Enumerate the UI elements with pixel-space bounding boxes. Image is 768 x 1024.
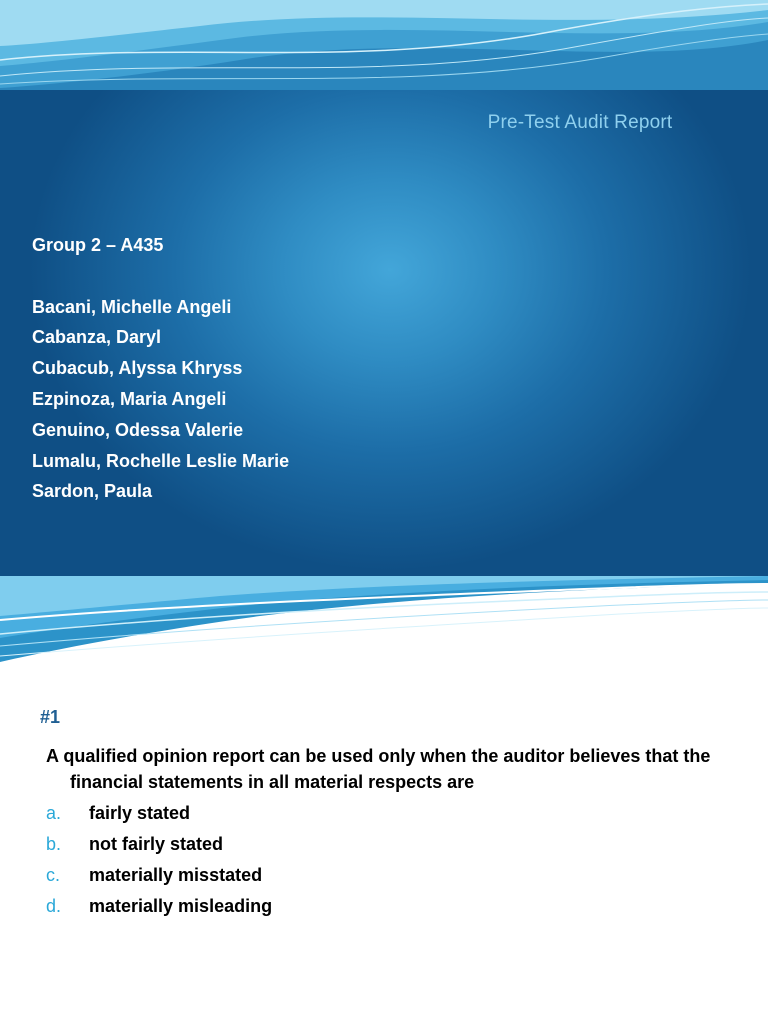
member-name: Genuino, Odessa Valerie bbox=[32, 419, 244, 440]
option-letter: c. bbox=[46, 865, 61, 885]
member-name: Cabanza, Daryl bbox=[32, 327, 162, 348]
option-text: fairly stated bbox=[89, 803, 191, 823]
option-text: materially misleading bbox=[89, 896, 273, 916]
option-letter: a. bbox=[46, 803, 62, 823]
member-name: Ezpinoza, Maria Angeli bbox=[32, 388, 227, 409]
option-text: not fairly stated bbox=[89, 834, 224, 854]
group-members-block bbox=[32, 230, 289, 507]
decorative-waves-top bbox=[0, 0, 768, 90]
question-number: #1 bbox=[40, 707, 61, 727]
question-text: A qualified opinion report can be used only when the auditor believes that the financial statements in all material respects are bbox=[46, 746, 711, 792]
answer-option bbox=[46, 891, 272, 922]
member-name: Lumalu, Rochelle Leslie Marie bbox=[32, 450, 290, 471]
answer-options bbox=[46, 798, 272, 922]
answer-option bbox=[46, 798, 272, 829]
answer-option bbox=[46, 860, 272, 891]
member-name: Cubacub, Alyssa Khryss bbox=[32, 358, 243, 379]
option-letter: b. bbox=[46, 834, 62, 854]
member-name: Sardon, Paula bbox=[32, 481, 153, 502]
member-name: Bacani, Michelle Angeli bbox=[32, 296, 232, 317]
answer-option bbox=[46, 829, 272, 860]
group-label: Group 2 – A435 bbox=[32, 235, 164, 255]
slide-title: Pre-Test Audit Report bbox=[487, 112, 673, 133]
option-text: materially misstated bbox=[89, 865, 263, 885]
option-letter: d. bbox=[46, 896, 62, 916]
decorative-waves-band bbox=[0, 576, 768, 666]
